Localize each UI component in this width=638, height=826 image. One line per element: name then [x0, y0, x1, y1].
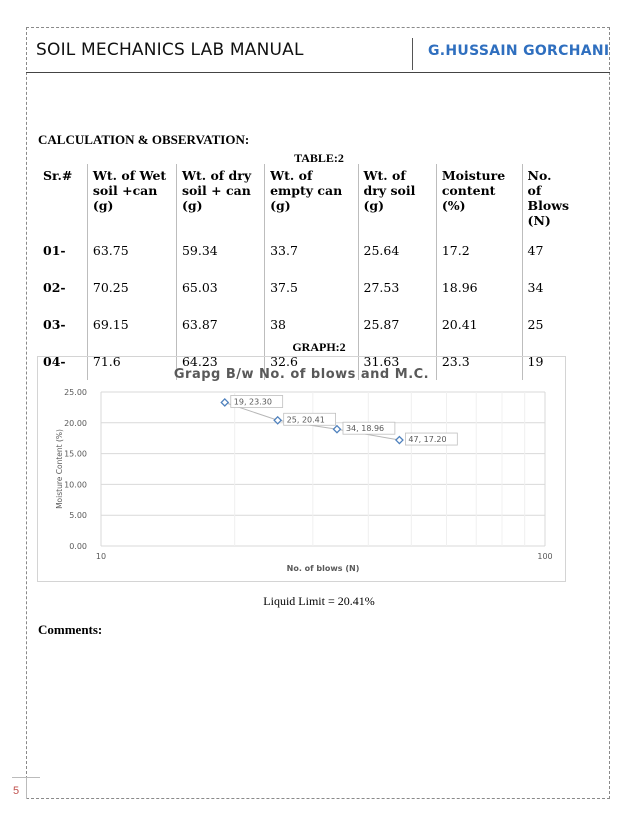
header-line: (N)	[527, 213, 551, 228]
table-header-cell	[436, 164, 522, 232]
data-label: 34, 18.96	[345, 424, 385, 434]
header-line: Wt. of	[270, 168, 313, 183]
data-label: 19, 23.30	[233, 397, 272, 407]
table-cell: 25.87	[358, 306, 436, 343]
header-line: empty can	[270, 183, 343, 198]
table-cell: 20.41	[436, 306, 522, 343]
table-cell: 63.75	[87, 232, 176, 269]
header-line: No. of	[527, 168, 552, 198]
data-label: 25, 20.41	[286, 415, 325, 425]
table-row	[38, 232, 574, 269]
chart-area	[37, 356, 566, 582]
header-line: Wt. of dry	[181, 168, 252, 183]
liquid-limit-result: Liquid Limit = 20.41%	[263, 594, 375, 608]
page-number: 5	[13, 785, 20, 797]
graph-caption: GRAPH:2	[292, 340, 346, 354]
header-line: (g)	[181, 198, 203, 213]
table-header-row	[38, 164, 574, 232]
x-tick-label: 10	[95, 552, 107, 561]
header-line: dry soil	[363, 183, 416, 198]
header-author: G.HUSSAIN GORCHANI	[428, 43, 610, 59]
header-line: Moisture	[441, 168, 506, 183]
table-cell: 31.63	[358, 343, 436, 380]
table-cell: 71.6	[87, 343, 176, 380]
header-line: soil +can	[92, 183, 158, 198]
table-row	[38, 306, 574, 343]
table-cell: 65.03	[176, 269, 264, 306]
data-point	[396, 437, 403, 444]
y-tick-label: 20.00	[64, 418, 87, 428]
data-point	[333, 426, 340, 433]
table-caption: TABLE:2	[294, 151, 344, 165]
y-tick-label: 10.00	[64, 480, 87, 490]
table-cell: 34	[522, 269, 574, 306]
section-heading: CALCULATION & OBSERVATION:	[38, 132, 250, 147]
y-tick-label: 15.00	[64, 449, 87, 459]
header-line: Blows	[527, 198, 569, 213]
table-header-cell	[87, 164, 176, 232]
data-point	[221, 399, 228, 406]
table-cell: 64.23	[176, 343, 264, 380]
header-rule	[26, 72, 610, 73]
table-cell: 70.25	[87, 269, 176, 306]
table-cell: 19	[522, 343, 574, 380]
table-header-cell	[265, 164, 358, 232]
data-label: 47, 17.20	[408, 435, 447, 445]
table-cell: 33.7	[265, 232, 358, 269]
table-cell: 23.3	[436, 343, 522, 380]
page-number-divider	[26, 777, 27, 799]
table-header-cell	[38, 164, 87, 232]
x-tick-label: 100	[537, 552, 553, 561]
x-axis-label: No. of blows (N)	[286, 564, 360, 573]
table-cell: 17.2	[436, 232, 522, 269]
table-row	[38, 269, 574, 306]
row-number-cell: 02-	[43, 280, 66, 295]
row-number-cell: 03-	[43, 317, 66, 332]
moisture-blows-chart	[38, 357, 565, 581]
table-cell: 69.15	[87, 306, 176, 343]
table-cell: 25	[522, 306, 574, 343]
header-title: SOIL MECHANICS LAB MANUAL	[36, 40, 304, 60]
y-axis-label: Moisture Content (%)	[55, 429, 64, 509]
header-line: (g)	[270, 198, 291, 213]
table-cell: 32.6	[265, 343, 358, 380]
header-line: (g)	[92, 198, 114, 213]
header-line: Wt. of	[363, 168, 406, 183]
y-tick-label: 0.00	[69, 542, 87, 551]
comments-label: Comments:	[38, 622, 103, 637]
table-cell: 27.53	[358, 269, 436, 306]
header-line: content	[441, 183, 496, 198]
header-line: soil + can	[181, 183, 251, 198]
header-separator	[412, 38, 413, 70]
header-line: (%)	[441, 198, 466, 213]
header-line: (g)	[363, 198, 385, 213]
table-cell: 63.87	[176, 306, 264, 343]
table-cell: 18.96	[436, 269, 522, 306]
table-cell: 25.64	[358, 232, 436, 269]
table-header-cell	[358, 164, 436, 232]
chart-title: Grapg B/w No. of blows and M.C.	[173, 367, 430, 382]
y-tick-label: 5.00	[69, 511, 87, 521]
table-header-cell	[176, 164, 264, 232]
table-cell: 59.34	[176, 232, 264, 269]
table-cell: 38	[265, 306, 358, 343]
row-number-cell: 04-	[43, 354, 66, 369]
y-tick-label: 25.00	[64, 388, 87, 397]
header-line: Wt. of Wet	[92, 168, 167, 183]
table-cell: 37.5	[265, 269, 358, 306]
table-cell: 47	[522, 232, 574, 269]
header-line: Sr.#	[43, 168, 73, 183]
table-header-cell	[522, 164, 574, 232]
row-number-cell: 01-	[43, 243, 66, 258]
